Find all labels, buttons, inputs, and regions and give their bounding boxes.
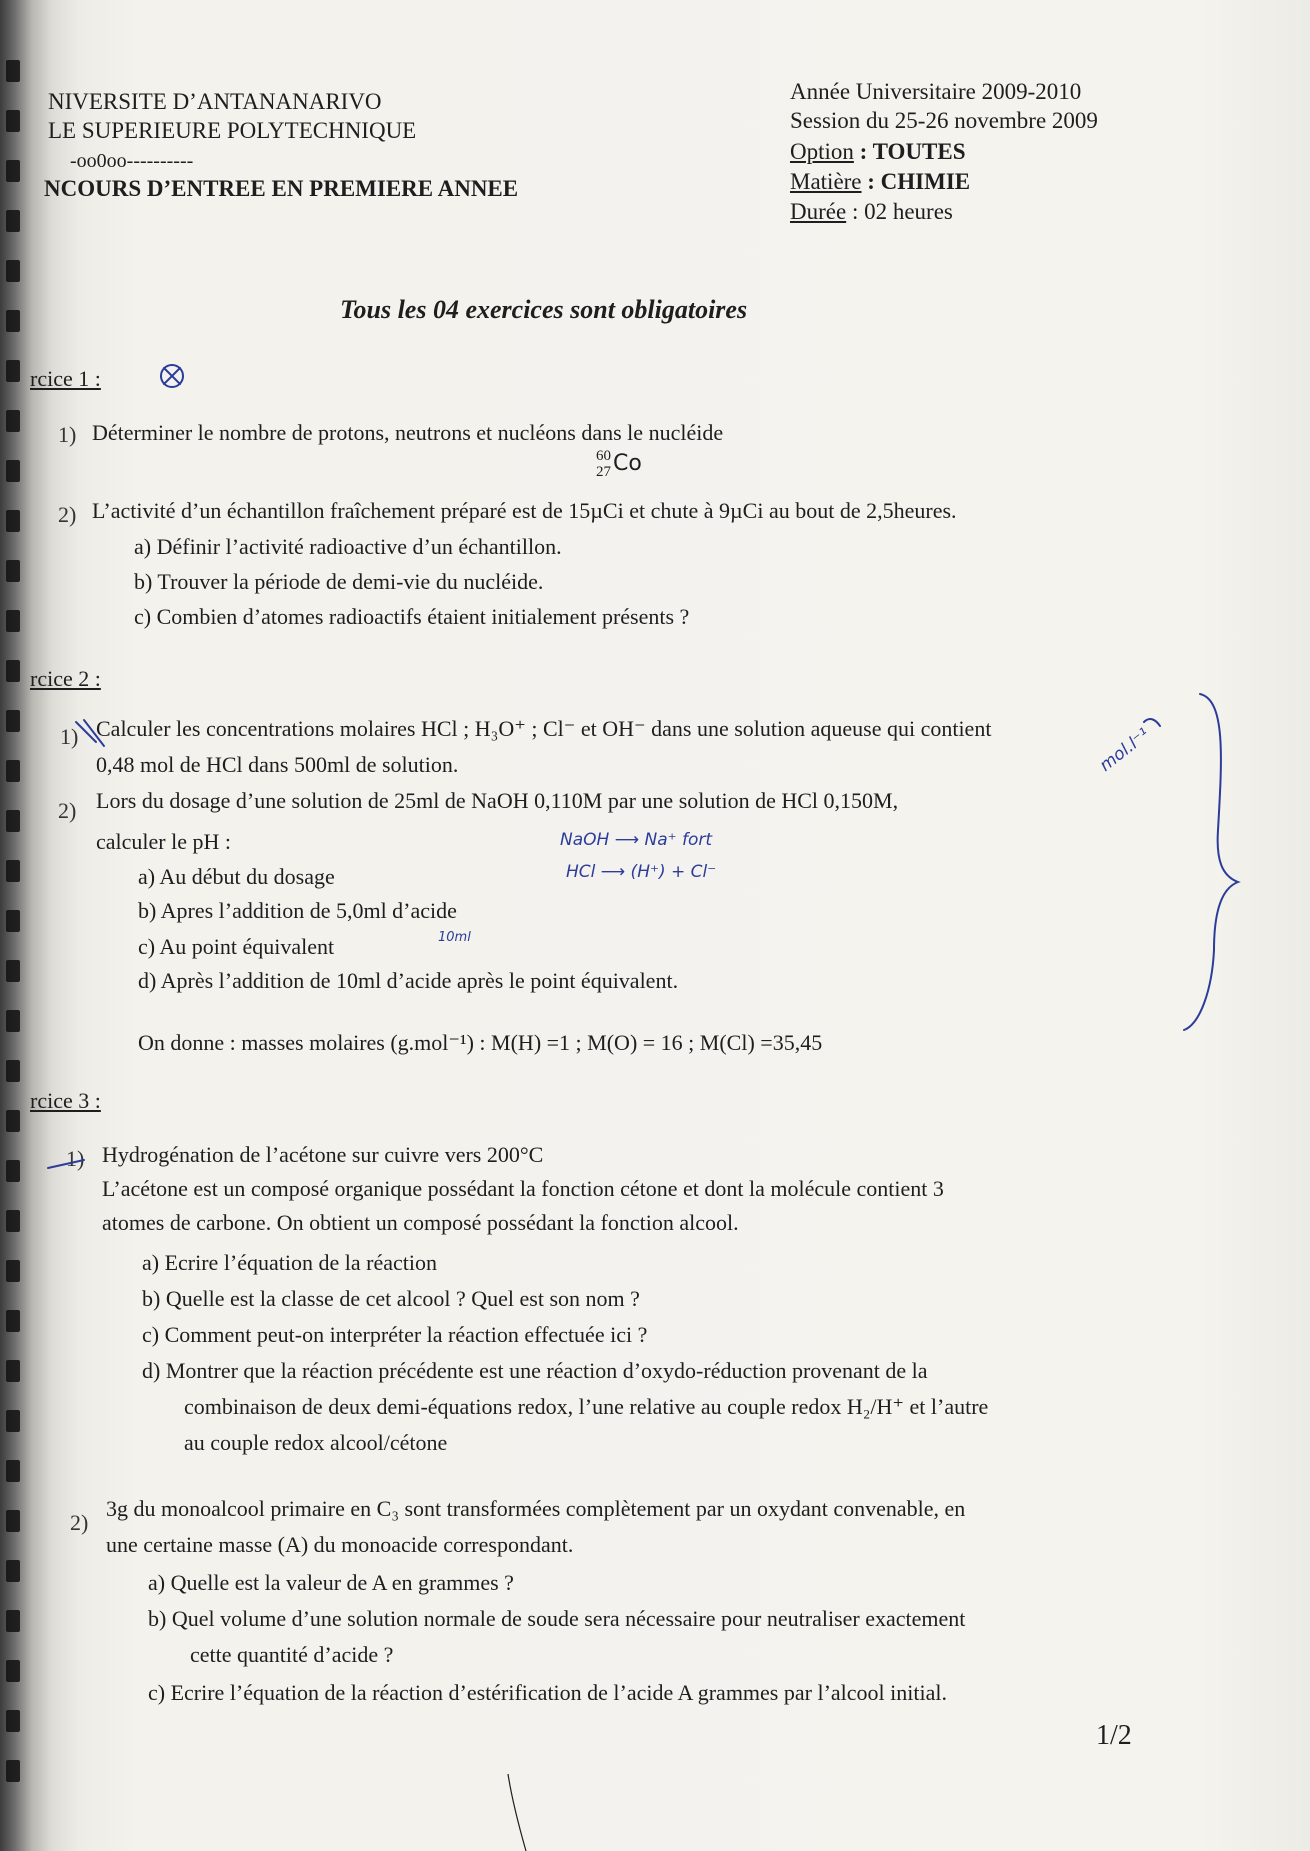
- ex2-q2-num: 2): [58, 798, 77, 823]
- header-option: [790, 138, 966, 166]
- main-title: Tous les 04 exercices sont obligatoires: [340, 295, 748, 324]
- exercise-3-title: rcice 3 :: [30, 1088, 101, 1113]
- ex2-q2-d: d) Après l’addition de 10ml d’acide après le point équivalent.: [138, 968, 679, 993]
- ex3-q2-b-line1: b) Quel volume d’une solution normale de soude sera nécessaire pour neutraliser exactement: [148, 1606, 966, 1631]
- header-year: Année Universitaire 2009-2010: [790, 79, 1082, 104]
- ex3-q2-line1: 3g du monoalcool primaire en C₃ sont transformées complètement par un oxydant convenable, en: [106, 1496, 966, 1521]
- nuclide-mass: 60: [596, 448, 611, 464]
- handwritten-side-note: mol.l⁻¹: [1096, 724, 1154, 776]
- header-session: Session du 25-26 novembre 2009: [790, 108, 1098, 133]
- bottom-pencil-mark: [508, 1774, 526, 1851]
- ex2-q1-line1: Calculer les concentrations molaires HCl ; H₃O⁺ ; Cl⁻ et OH⁻ dans une solution aqueuse qui contient: [96, 716, 992, 741]
- handwritten-eq-naoh: NaOH ⟶ Na⁺ fort: [560, 830, 713, 850]
- exercise-1-title: rcice 1 :: [30, 366, 101, 391]
- ex3-q1-d-line2: combinaison de deux demi-équations redox, l’une relative au couple redox H₂/H⁺ et l’autre: [184, 1394, 989, 1419]
- ex2-q2-c: c) Au point équivalent: [138, 934, 335, 959]
- ex3-q1-b: b) Quelle est la classe de cet alcool ? Quel est son nom ?: [142, 1286, 640, 1311]
- exercise-2-title: rcice 2 :: [30, 666, 101, 691]
- header-university: NIVERSITE D’ANTANANARIVO: [48, 89, 382, 114]
- ex2-q2-a: a) Au début du dosage: [138, 864, 335, 889]
- ex2-q2-line1: Lors du dosage d’une solution de 25ml de NaOH 0,110M par une solution de HCl 0,150M,: [96, 788, 899, 813]
- header-duree: [790, 198, 953, 226]
- ex3-q2-num: 2): [70, 1510, 89, 1535]
- ex3-q1-a: a) Ecrire l’équation de la réaction: [142, 1250, 438, 1275]
- ex1-q2: L’activité d’un échantillon fraîchement préparé est de 15µCi et chute à 9µCi au bout de 2,5heures.: [92, 498, 957, 523]
- handwritten-eq-hcl: HCl ⟶ (H⁺) + Cl⁻: [566, 862, 717, 882]
- header-separator: -oo0oo----------: [70, 150, 194, 172]
- ex1-q1-num: 1): [58, 422, 77, 447]
- nuclide-symbol: Co: [613, 451, 642, 476]
- matiere-value: : CHIMIE: [867, 169, 971, 194]
- ex3-q1-num: 1): [66, 1146, 85, 1171]
- handwritten-small-note: 10ml: [438, 930, 471, 945]
- ex3-q2-a: a) Quelle est la valeur de A en grammes ?: [148, 1570, 514, 1595]
- right-bracket-mark: [1184, 694, 1238, 1030]
- ex1-q2-a: a) Définir l’activité radioactive d’un échantillon.: [134, 534, 562, 559]
- duree-value: : 02 heures: [851, 199, 953, 224]
- ex3-q1-line1: L’acétone est un composé organique possédant la fonction cétone et dont la molécule contient 3: [102, 1176, 944, 1201]
- nuclide: [596, 448, 642, 480]
- ex2-q1-num: 1): [60, 724, 79, 749]
- duree-label: Durée: [790, 199, 847, 224]
- option-label: Option: [790, 139, 854, 164]
- ex3-q2-b-line2: cette quantité d’acide ?: [190, 1642, 394, 1667]
- ex3-q2-c: c) Ecrire l’équation de la réaction d’estérification de l’acide A grammes par l’alcool initial.: [148, 1680, 947, 1705]
- ex2-q2-b: b) Apres l’addition de 5,0ml d’acide: [138, 898, 457, 923]
- ex1-q2-num: 2): [58, 502, 77, 527]
- crossed-circle-icon: [161, 365, 183, 387]
- ex1-q2-b: b) Trouver la période de demi-vie du nucléide.: [134, 569, 544, 594]
- ex3-q1-d-line1: d) Montrer que la réaction précédente est une réaction d’oxydo-réduction provenant de la: [142, 1358, 928, 1383]
- page-number: 1/2: [1096, 1720, 1132, 1751]
- header-matiere: [790, 168, 970, 196]
- corner-tick-mark: [1144, 719, 1160, 726]
- ex2-given: On donne : masses molaires (g.mol⁻¹) : M(H) =1 ; M(O) = 16 ; M(Cl) =35,45: [138, 1030, 823, 1055]
- binding-holes: [0, 0, 28, 1851]
- ex2-q2-line2: calculer le pH :: [96, 829, 231, 854]
- ex3-q1-title: Hydrogénation de l’acétone sur cuivre vers 200°C: [102, 1142, 544, 1167]
- header-school: LE SUPERIEURE POLYTECHNIQUE: [48, 118, 417, 143]
- ex1-q2-c: c) Combien d’atomes radioactifs étaient initialement présents ?: [134, 604, 690, 629]
- ex3-q1-d-line3: au couple redox alcool/cétone: [184, 1430, 448, 1455]
- ex2-q1-line2: 0,48 mol de HCl dans 500ml de solution.: [96, 752, 459, 777]
- option-value: : TOUTES: [859, 139, 966, 164]
- header-contest: NCOURS D’ENTREE EN PREMIERE ANNEE: [44, 176, 519, 201]
- nuclide-atomic: 27: [596, 464, 611, 480]
- ex1-q1: Déterminer le nombre de protons, neutrons et nucléons dans le nucléide: [92, 420, 724, 445]
- ex3-q1-c: c) Comment peut-on interpréter la réaction effectuée ici ?: [142, 1322, 648, 1347]
- ex3-q1-line2: atomes de carbone. On obtient un composé possédant la fonction alcool.: [102, 1210, 739, 1235]
- ex3-q2-line2: une certaine masse (A) du monoacide correspondant.: [106, 1532, 574, 1557]
- matiere-label: Matière: [790, 169, 862, 194]
